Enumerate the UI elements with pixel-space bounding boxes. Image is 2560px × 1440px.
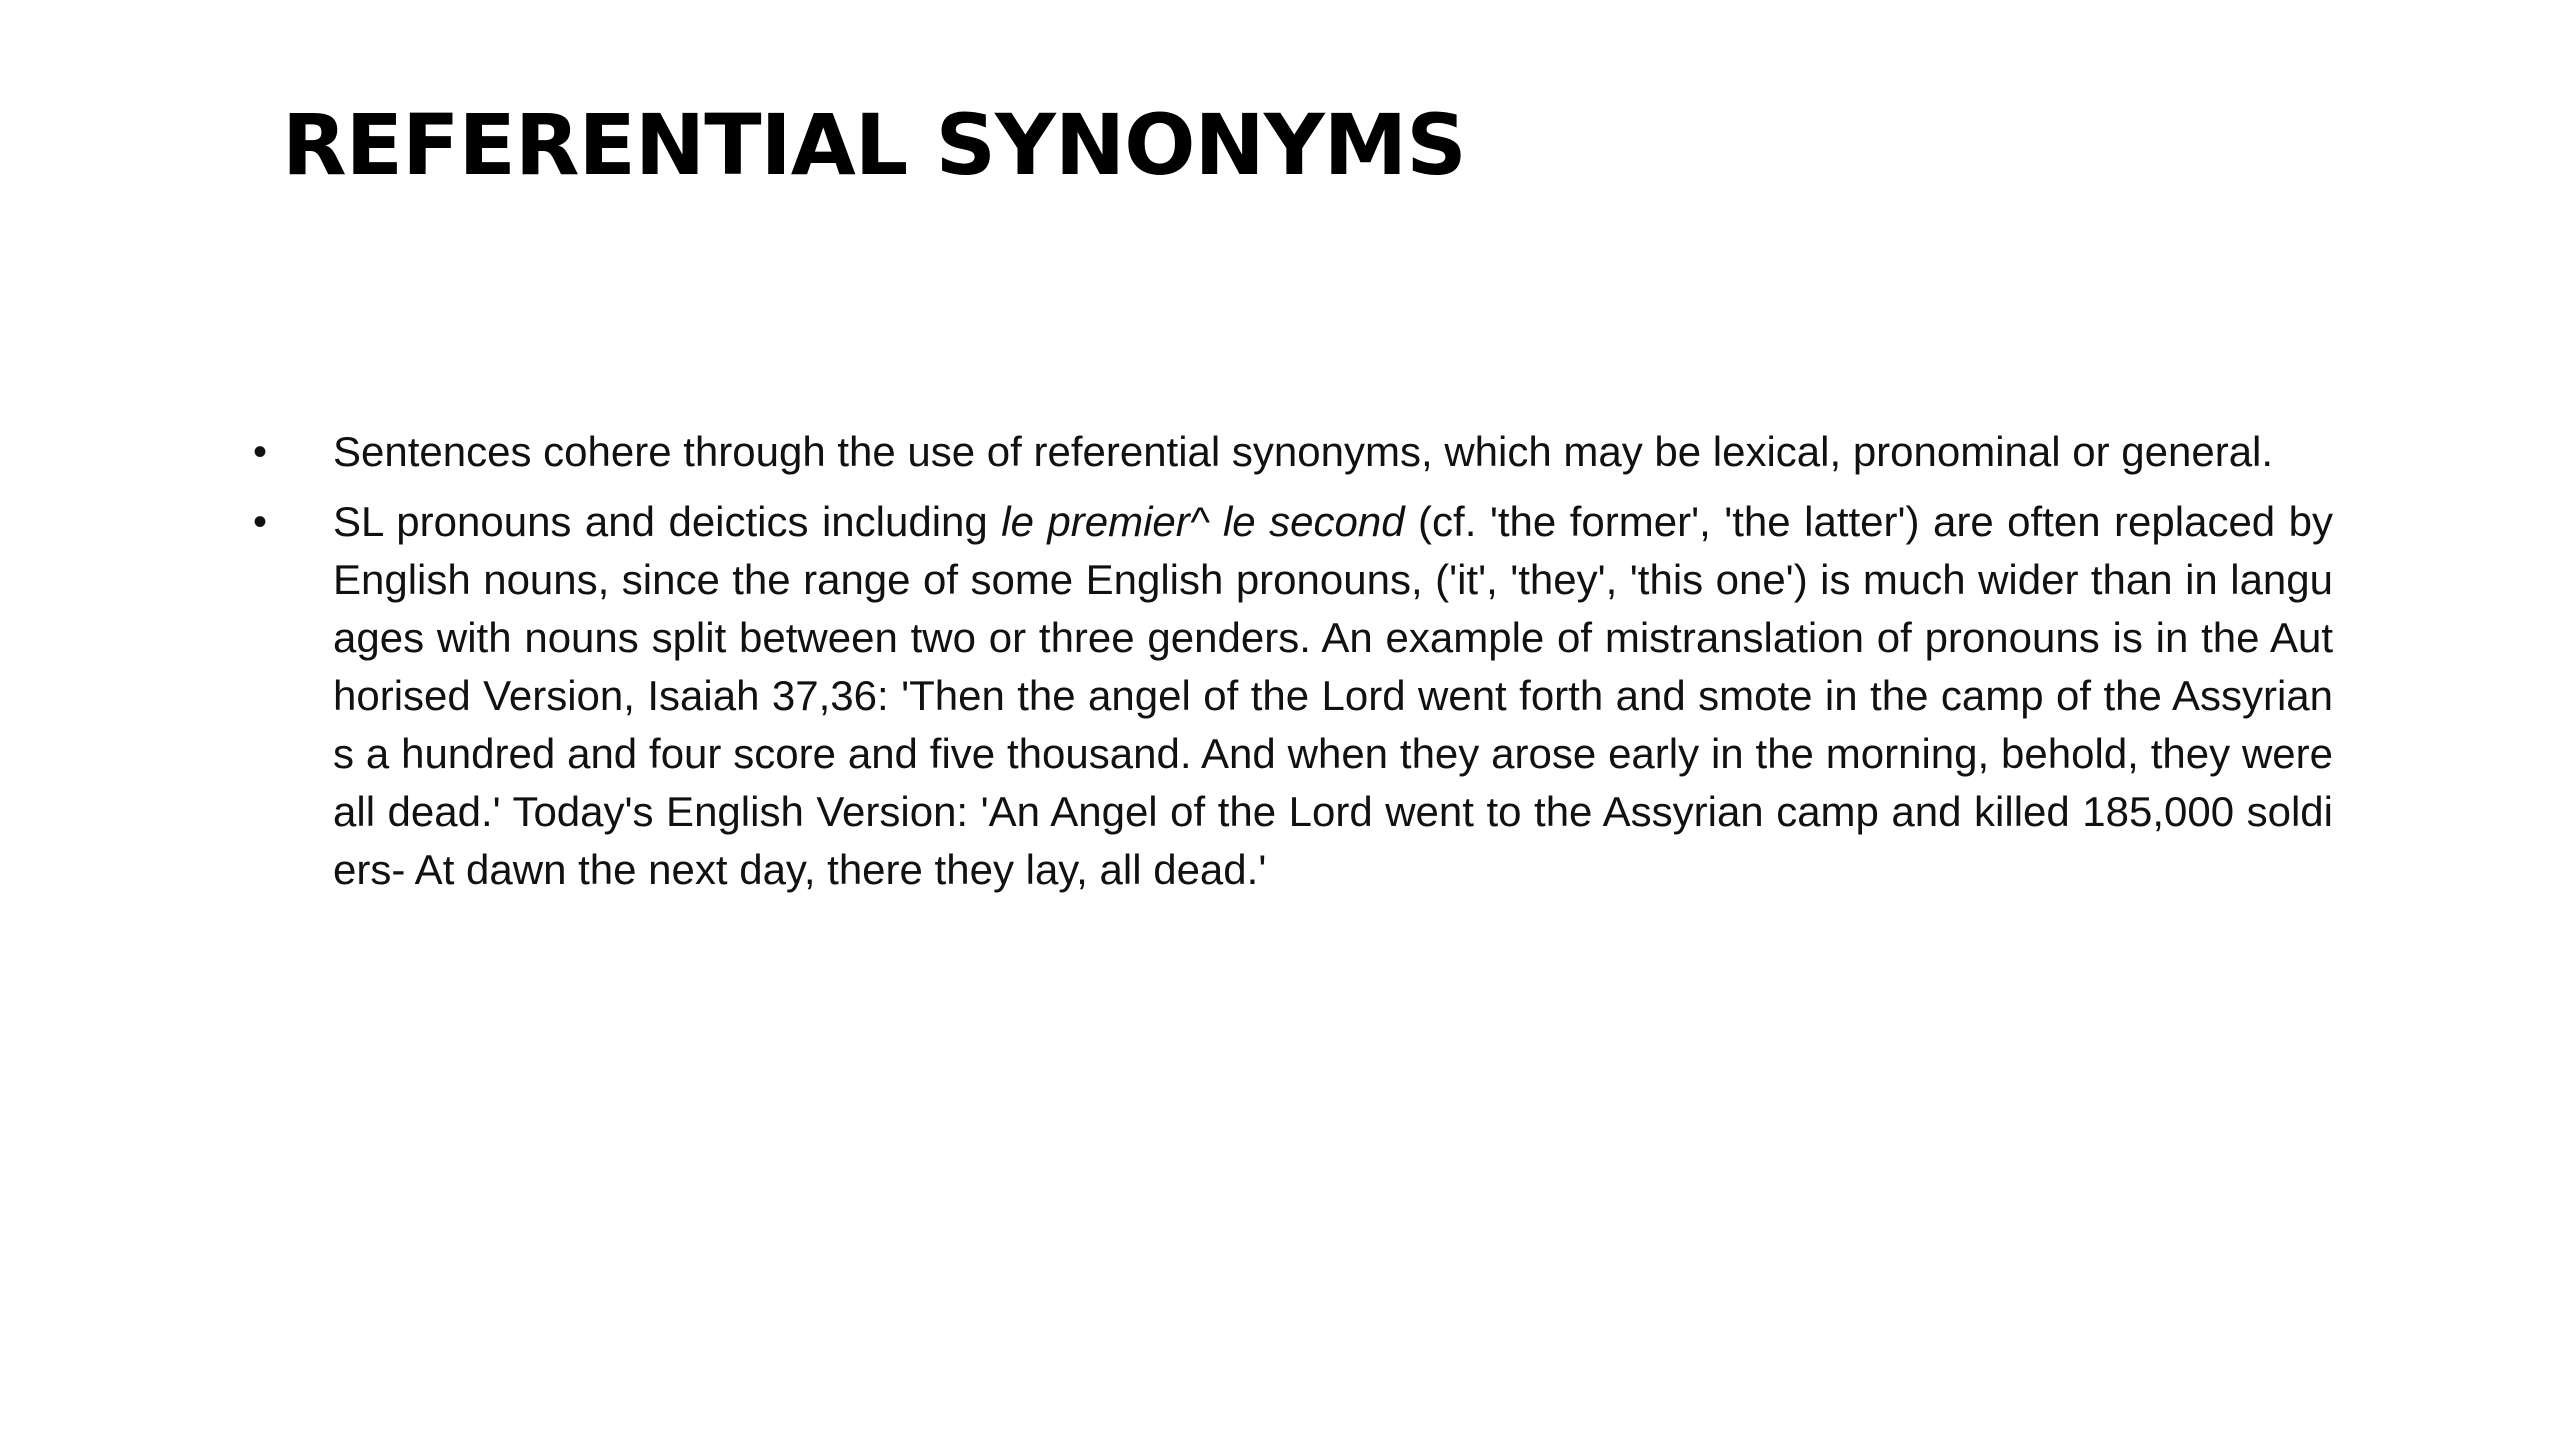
bullet-marker: • [253, 430, 268, 474]
bullet-text-italic: le premier^ le second [1001, 498, 1405, 545]
bullet-item [253, 423, 2333, 481]
bullet-text: Sentences cohere through the use of referential synonyms, which may be lexical, pronominal or general. [333, 428, 2274, 475]
bullet-item [253, 493, 2333, 899]
bullet-marker: • [253, 500, 268, 544]
slide-title: REFERENTIAL SYNONYMS [282, 96, 1466, 194]
bullet-text-part: SL pronouns and deictics including [333, 498, 1002, 545]
bullet-text [333, 493, 2333, 899]
bullet-text-part: (cf. 'the former', 'the latter') are often replaced by English nouns, since the range of some English pronouns, ('it', 'they', 'this one') is much wider than in languages with nouns split between two or three genders. An example of mistranslation of pronouns is in the Authorised Version, Isaiah 37,36: 'Then the angel of the Lord went forth and smote in the camp of the Assyrians a hundred and four score and five thousand. And when they arose early in the morning, behold, they were all dead.' Today's English Version: 'An Angel of the Lord went to the Assyrian camp and killed 185,000 soldiers- At dawn the next day, there they lay, all dead.' [333, 498, 2333, 893]
bullet-list [253, 423, 2333, 911]
